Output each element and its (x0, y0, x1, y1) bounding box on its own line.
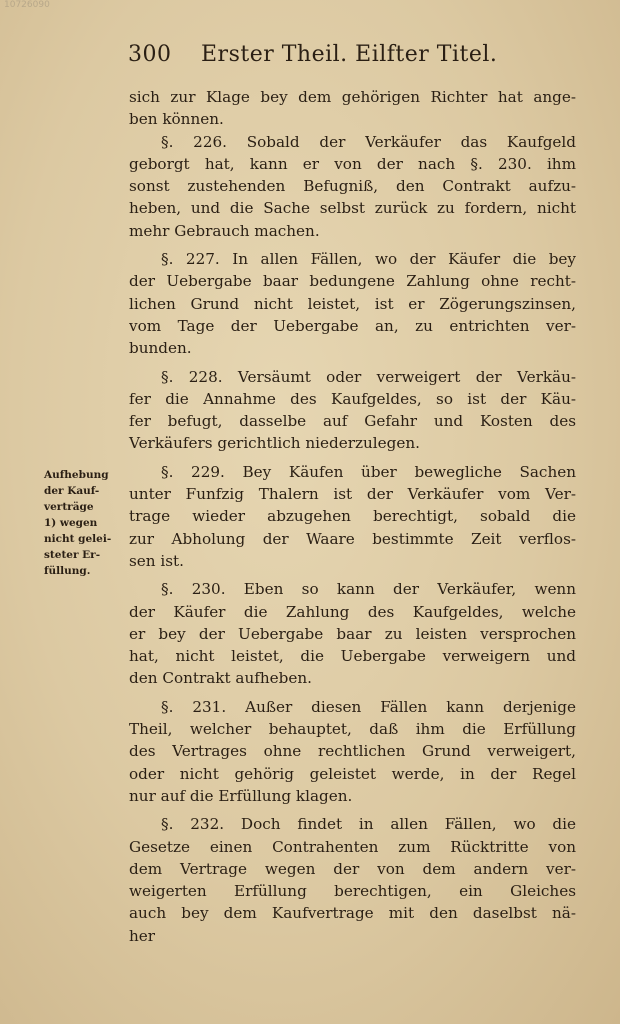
text-line: §. 228. Versäumt oder verweigert der Verkäu- (161, 367, 576, 386)
text-line: mehr Gebrauch machen. (129, 221, 320, 240)
text-line: heben, und die Sache selbst zurück zu fordern, nicht (129, 199, 576, 218)
text-line: lichen Grund nicht leistet, ist er Zögerungszinsen, (129, 294, 576, 313)
marginal-line: füllung. (44, 565, 91, 577)
marginal-note (44, 467, 124, 579)
text-line: §. 232. Doch findet in allen Fällen, wo die (161, 815, 576, 834)
text-line: auch bey dem Kaufvertrage mit den daselbst nä- (129, 904, 576, 923)
text-line: fer befugt, dasselbe auf Gefahr und Kosten des (129, 412, 576, 431)
text-line: des Vertrages ohne rechtlichen Grund verweigert, (129, 742, 576, 761)
text-line: §. 226. Sobald der Verkäufer das Kaufgeld (161, 132, 576, 151)
text-line: oder nicht gehörig geleistet werde, in der Regel (129, 764, 576, 783)
paragraph (129, 461, 576, 572)
text-line: unter Funfzig Thalern ist der Verkäufer vom Ver- (129, 485, 576, 504)
text-line: geborgt hat, kann er von der nach §. 230. ihm (129, 154, 576, 173)
text-line: ben können. (129, 110, 224, 129)
paragraph (129, 578, 576, 689)
text-line: weigerten Erfüllung berechtigen, ein Gleiches (129, 882, 576, 901)
text-line: sen ist. (129, 551, 184, 570)
text-line: der Käufer die Zahlung des Kaufgeldes, welche (129, 602, 576, 621)
text-line: bunden. (129, 339, 192, 358)
paragraph (129, 366, 576, 455)
text-line: zur Abholung der Waare bestimmte Zeit verflos- (129, 529, 576, 548)
paragraph (129, 248, 576, 359)
text-line: §. 229. Bey Käufen über bewegliche Sachen (161, 462, 576, 481)
text-line: fer die Annahme des Kaufgeldes, so ist der Käu- (129, 389, 576, 408)
paragraph (129, 696, 576, 807)
page-number: 300 (128, 42, 172, 67)
paragraph (129, 813, 576, 947)
text-line: sonst zustehenden Befugniß, den Contrakt aufzu- (129, 177, 576, 196)
text-line: er bey der Uebergabe baar zu leisten versprochen (129, 624, 576, 643)
text-line: dem Vertrage wegen der von dem andern ver- (129, 859, 576, 878)
marginal-line: 1) wegen (44, 517, 98, 529)
text-line: Verkäufers gerichtlich niederzulegen. (129, 434, 420, 453)
text-line: der Uebergabe baar bedungene Zahlung ohne recht- (129, 272, 576, 291)
text-line: den Contrakt aufheben. (129, 669, 312, 688)
text-line: trage wieder abzugehen berechtigt, sobald die (129, 507, 576, 526)
text-line: vom Tage der Uebergabe an, zu entrichten ver- (129, 316, 576, 335)
text-line: sich zur Klage bey dem gehörigen Richter hat ange- (129, 88, 576, 106)
running-title: Erster Theil. Eilfter Titel. (201, 42, 498, 67)
text-line: Gesetze einen Contrahenten zum Rücktritte von (129, 837, 576, 856)
text-line: §. 231. Außer diesen Fällen kann derjenige (161, 697, 576, 716)
body-text (129, 86, 576, 947)
text-line: §. 230. Eben so kann der Verkäufer, wenn (161, 580, 576, 599)
marginal-line: der Kauf- (44, 485, 100, 497)
marginal-line: nicht gelei- (44, 533, 112, 545)
marginal-line: steter Er- (44, 549, 101, 561)
text-line: nur auf die Erfüllung klagen. (129, 786, 353, 805)
running-header (128, 42, 497, 67)
paragraph (129, 131, 576, 242)
text-line: §. 227. In allen Fällen, wo der Käufer die bey (161, 250, 576, 269)
text-line: Theil, welcher behauptet, daß ihm die Erfüllung (129, 720, 576, 739)
text-line: hat, nicht leistet, die Uebergabe verweigern und (129, 647, 576, 666)
text-line: her (129, 926, 156, 945)
marginal-line: Aufhebung (44, 469, 109, 481)
marginal-line: verträge (44, 501, 94, 513)
paragraph (129, 86, 576, 131)
library-stamp: 10726090 (4, 0, 50, 10)
